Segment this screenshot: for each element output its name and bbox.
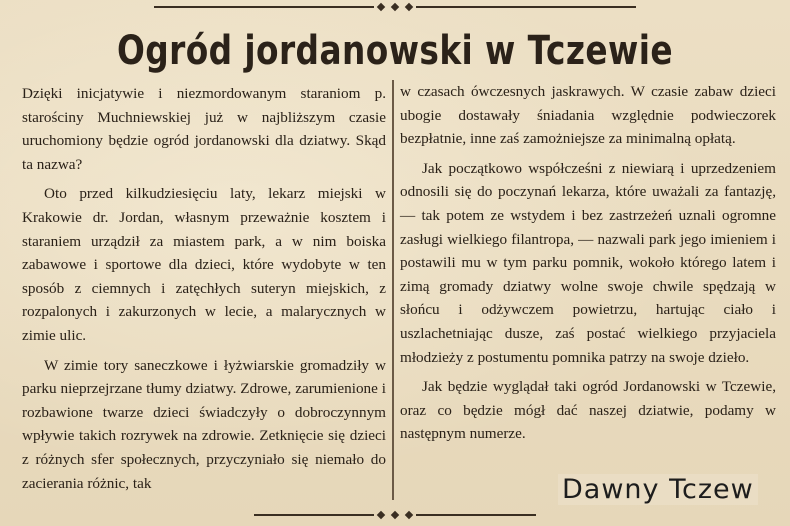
paragraph: w czasach ówczesnych jaskrawych. W czasie zabaw dzieci ubogie dostawały śniadania względnie podwieczorek bezpłatnie, inne zaś zamożniejsze za minimalną opłatą. bbox=[400, 83, 776, 148]
top-ornament bbox=[0, 2, 790, 12]
bottom-ornament bbox=[0, 510, 790, 520]
paragraph: Jak początkowo współcześni z niewiarą i uprzedzeniem odnosili się do poczynań lekarza, które uważali za fantazję, — tak potem ze wstydem i bez zastrzeżeń uznali ogromne zasługi wielkiego filantropa, — nazwali park jego imieniem i postawili mu w tym parku pomnik, wokoło którego latem i zimą gromady dziatwy wolne swoje chwile spędzają w słońcu i odżywczem powietrzu, hartując ciało i uszlachetniając dusze, zaś postać wielkiego przyjaciela młodzieży z postumentu pomnika patrzy na swoje dzieło. bbox=[400, 159, 776, 366]
watermark: Dawny Tczew bbox=[558, 474, 758, 505]
right-column bbox=[400, 80, 776, 500]
left-column bbox=[22, 82, 386, 502]
paragraph: W zimie tory saneczkowe i łyżwiarskie gromadziły w parku nieprzejrzane tłumy dziatwy. Zdrowe, zarumienione i rozbawione twarze dzieci świadczyły o dobroczynnym wpływie takich rozrywek na zdrowie. Zetknięcie się dzieci z różnych sfer społecznych, przyczyniało się niemało do zacierania różnic, tak bbox=[22, 356, 386, 492]
article-title: Ogród jordanowski w Tczewie bbox=[116, 28, 674, 74]
paragraph: Oto przed kilkudziesięciu laty, lekarz miejski w Krakowie dr. Jordan, własnym przeważnie kosztem i staraniem urządził za miastem park, a w nim boiska zabawowe i sportowe dla dzieci, które wydobyte w ten sposób z ciemnych i zatęchłych suteryn miejskich, z rozpalonych i zakurzonych w lecie, a malarycznych w zimie ulic. bbox=[22, 185, 386, 344]
paragraph: Jak będzie wyglądał taki ogród Jordanowski w Tczewie, oraz co będzie mógł dać naszej dziatwie, podamy w następnym numerze. bbox=[400, 378, 776, 443]
column-divider bbox=[392, 80, 394, 500]
paragraph: Dzięki inicjatywie i niezmordowanym staraniom p. starościny Muchniewskiej już w najbliższym czasie uruchomiony będzie ogród jordanowski dla dziatwy. Skąd ta nazwa? bbox=[22, 85, 386, 173]
